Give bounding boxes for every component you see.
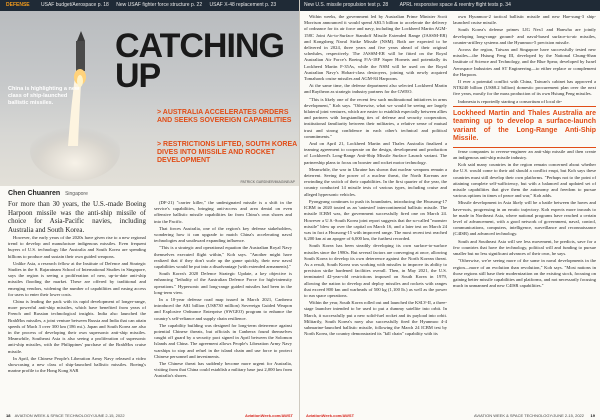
paragraph: If ever a potential conflict with China, Taiwan's cabinet has approved a NT$240 billion (US$8.2 billion) domestic procurement plan over the next five years, mostly for the mass production of its own Hsiung Feng missiles. xyxy=(453,79,596,97)
headline: CATCHING UP xyxy=(115,27,284,95)
footer-publication: AVIATION WEEK & SPACE TECHNOLOGY/JUNE 2-15, 2022 xyxy=(474,413,584,418)
byline xyxy=(8,190,88,197)
photo-credit: PATRICK GARDNER/IMAGINE/AP xyxy=(240,180,295,184)
paragraph: fense companies to reverse-engineer an anti-ship missile and then create an indigenous anti-ship missile industry. xyxy=(453,148,596,161)
headline-bullet: > RESTRICTIONS LIFTED, SOUTH KOREA DIVES INTO MISSILE AND ROCKET DEVELOPMENT xyxy=(157,141,297,164)
paragraph: South Korea has been steadily developing its own surface-to-surface missiles since the 1980s. But several factors are converging at once, allowing South Korea to develop its own deterrence against the North Korean threat. As a result, South Korea was working with missiles to improve its ability to precision strike hardened facilities overall. Then, in May 2021, the U.S. terminated 42-year-old restrictions imposed on South Korea in 1979, allowing the nation to develop and deploy missiles and rockets with ranges that exceed 800 km and warheads of 500 kg (1,100 lb.) as well as the power to run space operations. xyxy=(304,243,447,298)
section-label: DEFENSE xyxy=(6,2,30,8)
paragraph: The Chinese threat has suddenly become more urgent for Australia, visiting from that China could establish a military base just 2,000 km from Australia's shores. xyxy=(154,361,292,379)
paragraph: Unlike Asia, a research fellow at the Institute of Defence and Strategic Studies in the S. Rajaratnam School of International Studies in Singapore, says the region is seeing a proliferation of new, up-to-date anti-ship missiles flooding the market. These are offered by traditional and emerging vendors, widening the number of capabilities and easing access for users to enter their lower costs. xyxy=(8,260,146,297)
left-footer xyxy=(0,411,299,420)
footer-site-link[interactable]: AviationWeek.com/AWST xyxy=(244,413,293,418)
paragraph: "This is a strategic and operational equation the Australian Royal Navy themselves executed flight within," Koh says. "Another might have realized that if they don't scale up the game quickly, their new naval capabilities would be put into a disadvantage [with extended armaments]." xyxy=(154,245,292,270)
paragraph: Indonesia is reportedly starting a consortium of local de- xyxy=(458,98,563,104)
paragraph: That forces Australia, one of the region's key defense stakeholders, wondering how it can upgrade to match China's accelerating naval technologies and southward expanding influence. xyxy=(154,225,292,244)
article-body xyxy=(8,200,293,408)
footer-publication: AVIATION WEEK & SPACE TECHNOLOGY/JUNE 2-15, 2022 xyxy=(14,413,125,418)
paragraph: Missile development in Asia likely will be a battle between the haves and have-nots, progressing in an erratic trajectory. Koh expects more inroads to be made in Northeast Asia, where national programs have reached a certain level of advancement, with a good network of government, naval, control, communications, computers, intelligence, surveillance and reconnaissance (C4ISR) and advanced technology. xyxy=(453,200,596,237)
paragraph: South Korea's defense primes LIG Nex1 and Hanwha are jointly developing long-range ground- and naval-based surface-to-air missiles, counter-artillery systems and the Hyunmoo-5 precision missile. xyxy=(453,27,596,45)
paragraph: Within the year, South Korea rolled out and launched the KSLV-II, a three-stage launcher intended to be used to put a dummy satellite into orbit. In March, it successfully put a new solid-fuel rocket and its payload into orbit. Militarily, South Korea's navy also successfully fired the Hyunmoo 4-4 submarine-launched ballistic missile, following the March 24 ICBM test by North Korea, the country demonstrated its "kill chain" capability with its xyxy=(304,300,447,337)
paragraph: Within weeks, the government led by Australian Prime Minister Scott Morrison announced it would spend A$3.5 billion to accelerate the delivery of ordnance for its air force and navy, including the Lockheed Martin AGM-158C Joint Air-to-Surface Standoff Missile Extended Range (JASSM-ER) and Kongsberg Naval Strike Missile (NSM). Both are expected to be delivered in 2024, three years and five years ahead of their original schedules, respectively. The JASSM-ER will be fitted on the Royal Australian Air Force's Boeing F/A-18F Super Hornets and potentially its Lockheed Martin F-35As, while the NSM will be used on the Royal Australian Navy's Hobart-class destroyers, joining with newly acquired Tomahawk cruise missiles and AGM-84 Harpoons. xyxy=(304,14,447,82)
paragraph: Across the region, Taiwan and Singapore have successfully tested new missiles—the Hsiung Feng III, developed by the National Chung-Shan Institute of Science and Technology, and the Blue Spear, developed by Israel Aerospace Industries and ST Engineering—to either replace or complement the Harpoon. xyxy=(453,47,596,77)
photo-caption: China is highlighting a new class of ship-launched ballistic missiles. xyxy=(8,86,80,106)
byline-location: Singapore xyxy=(65,191,88,197)
headline-bullet: > AUSTRALIA ACCELERATES ORDERS AND SEEKS SOVEREIGN CAPABILITIES xyxy=(157,109,292,124)
top-link[interactable]: USAF X-48 replacement p. 23 xyxy=(209,2,277,8)
paragraph: "Otherwise, we're seeing more of the same in naval developments in the region—more of an evolution than revolution," Koh says. "Most nations in those regions still base their modernization on the existing stock, focusing on gaining better missile capabilities and platforms, and not necessarily focusing much in unmanned and new C4ISR capabilities." xyxy=(453,258,596,289)
paragraph: China is leading the pack with its rapid development of longer-range, more powerful anti-ship missiles, which have benefited from years of French and Russian technological insights. India also launched the BrahMos missiles, a joint venture between Russia and India that can attain speeds of Mach 3 over 300 km (186 mi.). Japan and South Korea are also in the process of developing their own supersonic anti-ship missiles. Meanwhile, Southeast Asia is also seeing a proliferation of supersonic anti-ship missiles, with the Philippines' purchase of the BrahMos cruise missile. xyxy=(8,299,146,354)
paragraph: Koh said many countries in the region remain concerned about whether the U.S. would come to their aid should a conflict erupt, but Koh says these countries must still develop their own platforms. "Perhaps not to the point of attaining complete self-sufficiency, but with a balanced and updated set of missile capabilities that give them the autonomy and freedom to pursue various options in times of peace and war," Koh adds. xyxy=(453,162,596,199)
article-column xyxy=(453,14,596,409)
paragraph: And on April 21, Lockheed Martin and Thales Australia finalized a teaming agreement to cooperate on the design, development and production of Lockheed's Long-Range Anti-Ship Missile Surface Launch variant. The partnership plans to focus on booster and rocket motor technology. xyxy=(304,141,447,165)
article-body-continued xyxy=(304,14,596,409)
paragraph: In April, the Chinese People's Liberation Army Navy released a video showcasing a new class of ship-launched ballistic missiles. Boeing's marine profile to the Hong Kong SAR xyxy=(8,355,146,374)
right-footer xyxy=(300,411,600,420)
right-page xyxy=(300,0,600,420)
paragraph: At the same time, the defense department also selected Lockheed Martin and Raytheon as strategic industry partners for the GWEO. xyxy=(304,83,447,95)
article-column xyxy=(304,14,447,409)
top-link[interactable]: APRL responsive space & reentry flight tests p. 34 xyxy=(399,2,511,8)
right-section-bar xyxy=(300,0,600,11)
paragraph: "This is likely one of the recent few such multinational initiatives in arms development," Koh says. "Otherwise, what we would be seeing are largely bilateral joint ventures, which are easier to establish especially between allies and partners with longstanding ties of defense and security cooperation, institutional familiarity between their militaries, a relative sense of mutual trust and strong confidence in each other's technical and political commitments." xyxy=(304,96,447,139)
paragraph: However, the early years of the 2020s have given rise to a new regional trend to develop and manufacture indigenous missiles. Even frequent buyers of U.S. technology like Australia and South Korea are spending billions to produce and sustain their own guided weapons. xyxy=(8,235,146,259)
pull-quote: Lockheed Martin and Thales Australia are teaming up to develop a surface-launch variant of the Long-Range Anti-Ship Missile. xyxy=(453,106,596,148)
left-section-bar xyxy=(0,0,299,11)
footer-site-link[interactable]: AviationWeek.com/AWST xyxy=(306,413,355,418)
article-column xyxy=(8,200,146,408)
paragraph: South and Southeast Asia will see less movement, he predicts, save for a few countries that have the technology, political will and funding to pursue smaller but no less significant advances of their own, he says. xyxy=(453,238,596,257)
paragraph: (DF-21) "carrier killer," the undesignated missile is a shift in the service's capabilities, bringing anti-access and area denial on even offensive ballistic missile capabilities far from China's own shores and into the Pacific. xyxy=(154,200,292,224)
top-link[interactable]: USAF budget/Aerospace p. 18 xyxy=(41,2,109,8)
paragraph: South Korea's 2020 Defence Strategic Update, a key objective is enhancing "lethality of the Australian Defence Force for high-intensity operations." Hypersonic and long-range guided missiles had been in the long-term view. xyxy=(154,271,292,295)
paragraph: Meanwhile, the war in Ukraine has shown that nuclear weapons remain a deterrent. Seeing the power of a nuclear threat, the North Koreans are rewinding the switch of their capabilities. In the first quarter of the year, the country conducted 14 missile tests of various types, including cruise and alleged hypersonic vehicles. xyxy=(304,166,447,197)
top-link[interactable]: New U.S. missile propulsion test p. 28 xyxy=(304,2,389,8)
top-link[interactable]: New USAF fighter force structure p. 22 xyxy=(116,2,203,8)
paragraph: In a 10-year defense road map issued in March 2021, Canberra introduced the A$1 billion (US$730 million) Sovereign Guided Weapon and Explosive Ordnance Enterprise (SWGEO) program to enhance the country's self-reliance and supply chain resilience. xyxy=(154,297,292,321)
hero-photo xyxy=(0,11,299,186)
paragraph: The capability building was designed for long-term deterrence against potential Chinese threats, but officials in Canberra found themselves caught off guard by a security pact signed in April between the Solomon Islands and China. The agreement allows People's Liberation Army Navy warships to stop and refuel in the island chain and use force to protect Chinese personnel and investments. xyxy=(154,322,292,359)
standfirst: For more than 30 years, the U.S.-made Boeing Harpoon missile was the anti-ship missile of choice for Asia-Pacific navies, including Australia and South Korea. xyxy=(8,200,146,234)
page-number: 19 xyxy=(590,413,595,418)
paragraph: Pyongyang continues to push its boundaries, introducing the Hwasong-17 ICBM in 2020 touted as an 'untested' intercontinental ballistic missile. The missile ICBM was, the government successfully fired one on March 24. However a U.S.-South Korea joint report suggests that the so-called "monster missile" blew up over the capital on March 16, and a later test on March 24 was in fact a Hwasong-15 with improved range. The most recent test reached 6,200 km at an apogee of 6,000 km, the furthest recorded. xyxy=(304,198,447,242)
author-name: Chen Chuanren xyxy=(8,190,61,197)
paragraph: own Hyunmoo-2 tactical ballistic missile and new Hae-sung-3 ship-launched cruise missile. xyxy=(453,14,596,26)
article-column xyxy=(154,200,292,408)
page-number: 18 xyxy=(6,413,11,418)
